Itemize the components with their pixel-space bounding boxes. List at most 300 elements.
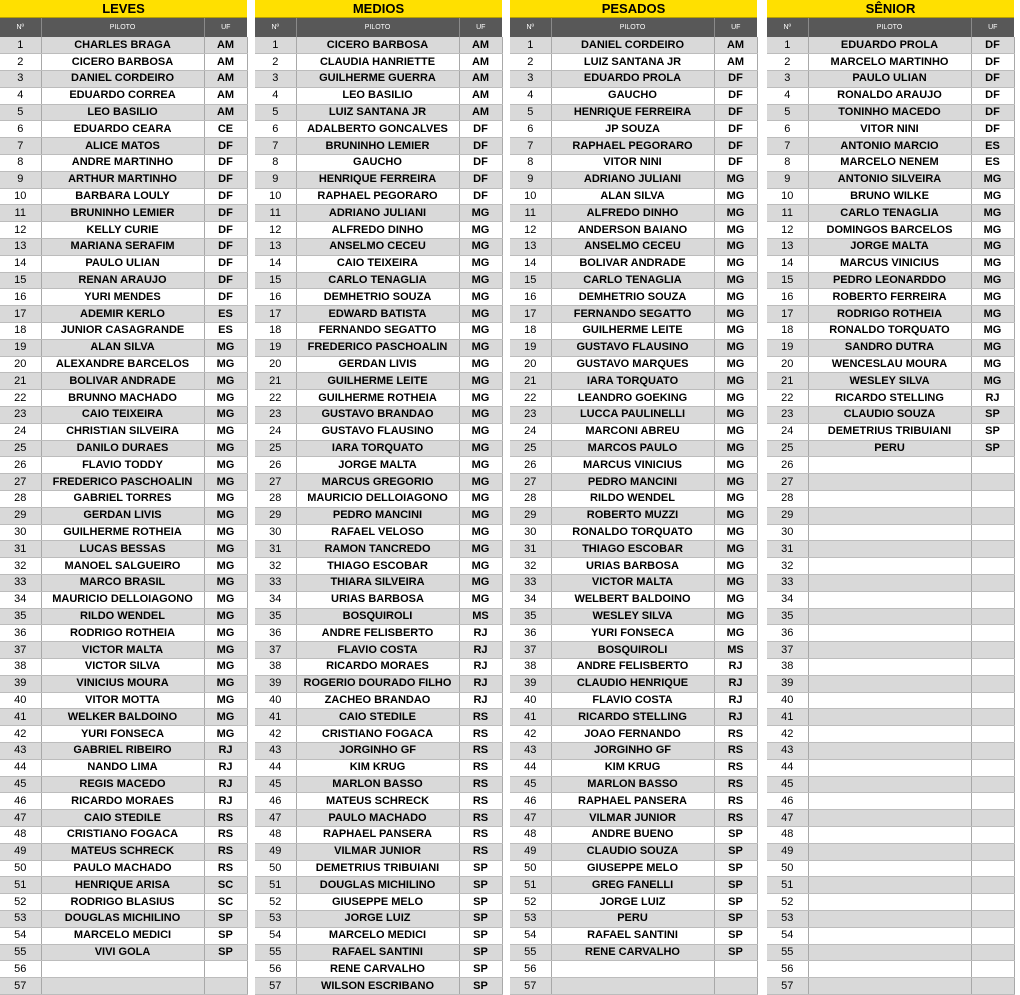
pilot-uf: AM xyxy=(204,71,247,88)
pilot-uf xyxy=(971,474,1014,491)
pilot-name: BOSQUIROLI xyxy=(296,608,459,625)
pilot-name: ALICE MATOS xyxy=(41,138,204,155)
pilot-uf: RS xyxy=(204,860,247,877)
pilot-uf: MS xyxy=(459,608,502,625)
table-row xyxy=(510,205,757,222)
row-number: 54 xyxy=(0,927,41,944)
row-number: 22 xyxy=(510,390,551,407)
pilot-name xyxy=(808,961,971,978)
table-row xyxy=(767,474,1014,491)
pilot-name: ALEXANDRE BARCELOS xyxy=(41,356,204,373)
row-number: 55 xyxy=(767,944,808,961)
pilot-name xyxy=(808,860,971,877)
row-number: 13 xyxy=(255,239,296,256)
table-row xyxy=(767,138,1014,155)
row-number: 53 xyxy=(255,910,296,927)
table-row xyxy=(510,709,757,726)
table-row xyxy=(767,541,1014,558)
row-number: 5 xyxy=(510,104,551,121)
row-number: 5 xyxy=(767,104,808,121)
row-number: 26 xyxy=(255,457,296,474)
table-row xyxy=(0,978,247,995)
pilot-name: FLAVIO COSTA xyxy=(296,642,459,659)
pilot-uf: MG xyxy=(459,575,502,592)
row-number: 41 xyxy=(767,709,808,726)
table-row xyxy=(510,188,757,205)
pilot-uf: MG xyxy=(459,440,502,457)
row-number: 9 xyxy=(255,171,296,188)
pilot-name xyxy=(808,927,971,944)
row-number: 24 xyxy=(767,423,808,440)
pilot-name: ANTONIO SILVEIRA xyxy=(808,171,971,188)
pilot-name: EDUARDO PROLA xyxy=(808,37,971,54)
pilot-name: JORGE MALTA xyxy=(808,239,971,256)
row-number: 38 xyxy=(0,658,41,675)
row-number: 11 xyxy=(255,205,296,222)
pilot-uf: DF xyxy=(204,155,247,172)
pilot-name: THIAGO ESCOBAR xyxy=(296,558,459,575)
table-row xyxy=(510,810,757,827)
table-row xyxy=(255,188,502,205)
pilot-name: LEANDRO GOEKING xyxy=(551,390,714,407)
pilot-name xyxy=(808,642,971,659)
row-number: 39 xyxy=(255,675,296,692)
pilot-uf: MG xyxy=(204,524,247,541)
table-row xyxy=(767,742,1014,759)
row-number: 17 xyxy=(0,306,41,323)
pilot-uf: SP xyxy=(714,944,757,961)
table-row xyxy=(0,742,247,759)
row-number: 34 xyxy=(255,591,296,608)
row-number: 36 xyxy=(0,625,41,642)
pilot-name: ANDERSON BAIANO xyxy=(551,222,714,239)
pilot-uf: SP xyxy=(459,910,502,927)
pilot-name: IARA TORQUATO xyxy=(551,373,714,390)
pilot-uf: MG xyxy=(714,524,757,541)
pilot-uf xyxy=(971,894,1014,911)
row-number: 30 xyxy=(255,524,296,541)
table-row xyxy=(767,188,1014,205)
row-number: 24 xyxy=(510,423,551,440)
pilot-uf xyxy=(971,860,1014,877)
row-number: 19 xyxy=(255,339,296,356)
table-row xyxy=(255,608,502,625)
pilot-name: CRISTIANO FOGACA xyxy=(296,726,459,743)
pilot-uf: MG xyxy=(714,323,757,340)
pilot-uf: SC xyxy=(204,877,247,894)
header-uf: UF xyxy=(476,24,486,31)
pilot-uf: RJ xyxy=(204,742,247,759)
row-number: 39 xyxy=(510,675,551,692)
row-number: 6 xyxy=(255,121,296,138)
table-row xyxy=(510,759,757,776)
table-row xyxy=(767,709,1014,726)
row-number: 26 xyxy=(767,457,808,474)
pilot-uf: MG xyxy=(204,709,247,726)
row-number: 47 xyxy=(0,810,41,827)
pilot-name: RILDO WENDEL xyxy=(551,491,714,508)
pilot-uf: SP xyxy=(714,927,757,944)
row-number: 31 xyxy=(255,541,296,558)
row-number: 51 xyxy=(767,877,808,894)
pilot-name: VITOR MOTTA xyxy=(41,692,204,709)
table-row xyxy=(767,826,1014,843)
pilot-name: CARLO TENAGLIA xyxy=(551,272,714,289)
pilot-name: ROBERTO FERREIRA xyxy=(808,289,971,306)
pilot-uf xyxy=(971,608,1014,625)
row-number: 30 xyxy=(510,524,551,541)
row-number: 51 xyxy=(510,877,551,894)
pilot-name: PAULO ULIAN xyxy=(808,71,971,88)
header-name: PILOTO xyxy=(296,18,459,37)
pilot-name xyxy=(551,961,714,978)
pilot-name: ALAN SILVA xyxy=(551,188,714,205)
table-row xyxy=(767,591,1014,608)
pilot-name: CARLO TENAGLIA xyxy=(808,205,971,222)
table-row xyxy=(0,810,247,827)
table-row xyxy=(255,71,502,88)
row-number: 42 xyxy=(0,726,41,743)
row-number: 28 xyxy=(0,491,41,508)
pilot-uf: MG xyxy=(971,222,1014,239)
pilot-name: JUNIOR CASAGRANDE xyxy=(41,323,204,340)
row-number: 15 xyxy=(0,272,41,289)
header-row xyxy=(510,18,757,37)
row-number: 48 xyxy=(0,826,41,843)
pilot-uf xyxy=(971,759,1014,776)
category-title: LEVES xyxy=(0,0,247,18)
pilot-uf: RS xyxy=(459,776,502,793)
row-number: 49 xyxy=(767,843,808,860)
pilot-name: JOAO FERNANDO xyxy=(551,726,714,743)
header-name: PILOTO xyxy=(41,18,204,37)
pilot-name: ANDRE FELISBERTO xyxy=(296,625,459,642)
table-row xyxy=(0,910,247,927)
table-row xyxy=(767,675,1014,692)
row-number: 14 xyxy=(0,255,41,272)
table-row xyxy=(510,826,757,843)
row-number: 18 xyxy=(510,323,551,340)
pilot-name xyxy=(808,524,971,541)
pilot-name: ALAN SILVA xyxy=(41,339,204,356)
pilot-uf: MG xyxy=(714,171,757,188)
table-row xyxy=(767,356,1014,373)
pilot-name: CARLO TENAGLIA xyxy=(296,272,459,289)
pilot-uf: MG xyxy=(971,306,1014,323)
row-number: 32 xyxy=(767,558,808,575)
pilot-name: RICARDO MORAES xyxy=(296,658,459,675)
pilot-name xyxy=(808,491,971,508)
table-row xyxy=(0,524,247,541)
table-row xyxy=(767,222,1014,239)
pilot-uf: DF xyxy=(204,239,247,256)
pilot-name: CLAUDIO SOUZA xyxy=(808,407,971,424)
pilot-name: MARCUS GREGORIO xyxy=(296,474,459,491)
pilot-uf: MG xyxy=(459,474,502,491)
table-row xyxy=(0,709,247,726)
row-number: 18 xyxy=(767,323,808,340)
pilot-uf xyxy=(971,742,1014,759)
pilot-uf xyxy=(971,591,1014,608)
pilot-uf: MG xyxy=(204,390,247,407)
table-row xyxy=(510,608,757,625)
pilot-name: CICERO BARBOSA xyxy=(296,37,459,54)
pilot-uf xyxy=(971,558,1014,575)
table-row xyxy=(767,491,1014,508)
pilot-uf: MG xyxy=(459,491,502,508)
row-number: 55 xyxy=(510,944,551,961)
pilot-uf: RS xyxy=(204,826,247,843)
table-row xyxy=(0,675,247,692)
row-number: 7 xyxy=(510,138,551,155)
table-row xyxy=(767,104,1014,121)
pilot-name: REGIS MACEDO xyxy=(41,776,204,793)
row-number: 31 xyxy=(510,541,551,558)
row-number: 8 xyxy=(0,155,41,172)
row-number: 57 xyxy=(0,978,41,995)
pilot-uf: MG xyxy=(459,407,502,424)
table-row xyxy=(510,407,757,424)
row-number: 50 xyxy=(767,860,808,877)
pilot-uf: MG xyxy=(459,373,502,390)
pilot-table xyxy=(767,18,1015,995)
row-number: 49 xyxy=(255,843,296,860)
row-number: 47 xyxy=(510,810,551,827)
table-row xyxy=(0,121,247,138)
row-number: 35 xyxy=(510,608,551,625)
table-row xyxy=(767,71,1014,88)
pilot-uf: MG xyxy=(459,591,502,608)
table-row xyxy=(510,978,757,995)
table-row xyxy=(255,709,502,726)
pilot-uf: DF xyxy=(204,138,247,155)
pilot-name: NANDO LIMA xyxy=(41,759,204,776)
row-number: 30 xyxy=(0,524,41,541)
row-number: 17 xyxy=(767,306,808,323)
table-row xyxy=(510,87,757,104)
pilot-uf: AM xyxy=(714,54,757,71)
row-number: 36 xyxy=(767,625,808,642)
header-row xyxy=(255,18,502,37)
row-number: 56 xyxy=(0,961,41,978)
table-row xyxy=(767,608,1014,625)
header-uf: UF xyxy=(988,24,998,31)
pilot-uf: MG xyxy=(971,272,1014,289)
pilot-uf: RJ xyxy=(714,692,757,709)
row-number: 19 xyxy=(0,339,41,356)
table-row xyxy=(255,37,502,54)
row-number: 33 xyxy=(510,575,551,592)
table-row xyxy=(510,255,757,272)
row-number: 33 xyxy=(0,575,41,592)
pilot-uf: DF xyxy=(971,37,1014,54)
row-number: 23 xyxy=(255,407,296,424)
table-row xyxy=(767,810,1014,827)
pilot-uf: RJ xyxy=(204,759,247,776)
pilot-name: DEMETRIUS TRIBUIANI xyxy=(808,423,971,440)
pilot-uf: MG xyxy=(971,323,1014,340)
row-number: 33 xyxy=(767,575,808,592)
pilot-name xyxy=(808,894,971,911)
row-number: 43 xyxy=(510,742,551,759)
pilot-uf xyxy=(971,776,1014,793)
table-row xyxy=(0,37,247,54)
pilot-name: MARCUS VINICIUS xyxy=(551,457,714,474)
table-row xyxy=(255,356,502,373)
row-number: 46 xyxy=(510,793,551,810)
table-row xyxy=(0,625,247,642)
table-row xyxy=(0,339,247,356)
category-title: SÊNIOR xyxy=(767,0,1014,18)
pilot-name: WESLEY SILVA xyxy=(551,608,714,625)
table-row xyxy=(767,272,1014,289)
pilot-name: ZACHEO BRANDAO xyxy=(296,692,459,709)
row-number: 48 xyxy=(767,826,808,843)
pilot-uf: MG xyxy=(204,541,247,558)
table-row xyxy=(510,474,757,491)
pilot-name: DANIEL CORDEIRO xyxy=(551,37,714,54)
row-number: 52 xyxy=(510,894,551,911)
pilot-uf: RJ xyxy=(204,776,247,793)
table-row xyxy=(0,440,247,457)
pilot-name: GUILHERME LEITE xyxy=(551,323,714,340)
table-row xyxy=(767,658,1014,675)
table-row xyxy=(255,205,502,222)
pilot-uf: MG xyxy=(714,491,757,508)
table-row xyxy=(0,87,247,104)
row-number: 12 xyxy=(510,222,551,239)
table-row xyxy=(0,155,247,172)
row-number: 24 xyxy=(0,423,41,440)
pilot-name: MARLON BASSO xyxy=(296,776,459,793)
pilot-uf xyxy=(204,978,247,995)
header-row xyxy=(0,18,247,37)
row-number: 37 xyxy=(767,642,808,659)
pilot-uf: MG xyxy=(714,558,757,575)
pilot-name xyxy=(808,658,971,675)
table-row xyxy=(0,222,247,239)
pilot-name: GUILHERME GUERRA xyxy=(296,71,459,88)
table-row xyxy=(255,121,502,138)
table-row xyxy=(0,474,247,491)
pilot-name: KIM KRUG xyxy=(296,759,459,776)
row-number: 39 xyxy=(0,675,41,692)
table-row xyxy=(0,776,247,793)
pilot-name xyxy=(808,843,971,860)
table-row xyxy=(255,843,502,860)
pilot-uf: MG xyxy=(204,591,247,608)
row-number: 41 xyxy=(0,709,41,726)
pilot-uf xyxy=(971,709,1014,726)
pilot-name: MATEUS SCHRECK xyxy=(296,793,459,810)
pilot-uf xyxy=(971,675,1014,692)
pilot-uf: SP xyxy=(459,894,502,911)
row-number: 20 xyxy=(0,356,41,373)
table-row xyxy=(0,407,247,424)
pilot-name: ANSELMO CECEU xyxy=(551,239,714,256)
pilot-uf: MG xyxy=(714,575,757,592)
row-number: 19 xyxy=(767,339,808,356)
table-row xyxy=(0,390,247,407)
pilot-uf: SP xyxy=(459,877,502,894)
table-row xyxy=(255,877,502,894)
table-row xyxy=(510,558,757,575)
table-row xyxy=(510,423,757,440)
pilot-name: MAURICIO DELLOIAGONO xyxy=(296,491,459,508)
pilot-uf: MG xyxy=(459,323,502,340)
pilot-uf xyxy=(971,625,1014,642)
pilot-uf: RJ xyxy=(459,692,502,709)
pilot-uf xyxy=(714,961,757,978)
pilot-uf: MG xyxy=(204,373,247,390)
table-row xyxy=(255,726,502,743)
row-number: 27 xyxy=(510,474,551,491)
pilot-name: YURI MENDES xyxy=(41,289,204,306)
pilot-name: WENCESLAU MOURA xyxy=(808,356,971,373)
row-number: 4 xyxy=(0,87,41,104)
pilot-uf: MG xyxy=(459,558,502,575)
table-row xyxy=(767,155,1014,172)
pilot-uf: MG xyxy=(204,658,247,675)
table-row xyxy=(0,826,247,843)
table-row xyxy=(255,910,502,927)
row-number: 41 xyxy=(255,709,296,726)
row-number: 47 xyxy=(767,810,808,827)
pilot-uf: MG xyxy=(971,356,1014,373)
row-number: 6 xyxy=(510,121,551,138)
pilot-name: CRISTIANO FOGACA xyxy=(41,826,204,843)
row-number: 2 xyxy=(767,54,808,71)
table-row xyxy=(510,877,757,894)
pilot-name: WELBERT BALDOINO xyxy=(551,591,714,608)
pilot-uf: RS xyxy=(459,709,502,726)
pilot-name: RAPHAEL PEGORARO xyxy=(296,188,459,205)
pilot-uf: RS xyxy=(714,793,757,810)
pilot-uf: DF xyxy=(204,222,247,239)
pilot-name: MARCOS PAULO xyxy=(551,440,714,457)
pilot-name: JORGE LUIZ xyxy=(551,894,714,911)
pilot-uf: DF xyxy=(971,121,1014,138)
pilot-name: EDUARDO PROLA xyxy=(551,71,714,88)
pilot-name: VICTOR SILVA xyxy=(41,658,204,675)
pilot-name: MARCELO MEDICI xyxy=(41,927,204,944)
table-row xyxy=(255,978,502,995)
table-row xyxy=(510,776,757,793)
pilot-uf: DF xyxy=(459,121,502,138)
table-row xyxy=(255,289,502,306)
row-number: 10 xyxy=(255,188,296,205)
row-number: 53 xyxy=(510,910,551,927)
row-number: 53 xyxy=(0,910,41,927)
row-number: 10 xyxy=(510,188,551,205)
row-number: 11 xyxy=(510,205,551,222)
pilot-uf: AM xyxy=(204,104,247,121)
row-number: 34 xyxy=(767,591,808,608)
pilot-uf: RJ xyxy=(714,675,757,692)
pilot-name xyxy=(808,558,971,575)
table-row xyxy=(0,239,247,256)
pilot-name: BOSQUIROLI xyxy=(551,642,714,659)
table-row xyxy=(767,894,1014,911)
pilot-name: EDWARD BATISTA xyxy=(296,306,459,323)
row-number: 35 xyxy=(255,608,296,625)
pilot-name: EDUARDO CEARA xyxy=(41,121,204,138)
pilot-name: RODRIGO BLASIUS xyxy=(41,894,204,911)
table-row xyxy=(0,541,247,558)
row-number: 15 xyxy=(255,272,296,289)
pilot-name xyxy=(551,978,714,995)
pilot-uf: DF xyxy=(714,71,757,88)
